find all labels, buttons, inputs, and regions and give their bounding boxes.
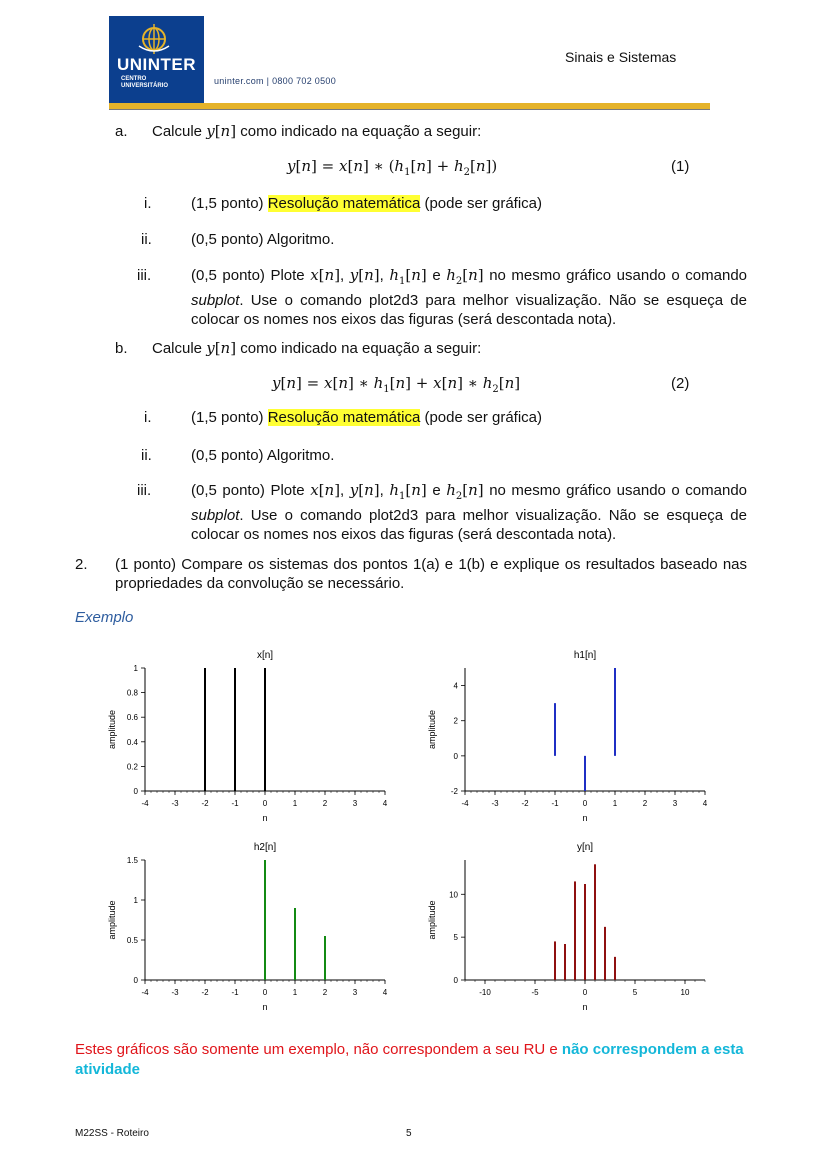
disclaimer-note xyxy=(75,1040,747,1080)
y-tick-label: 0 xyxy=(453,976,458,985)
x-tick-label: -3 xyxy=(171,988,179,997)
iii-subplot: subplot xyxy=(191,292,240,309)
x-tick-label: -1 xyxy=(551,799,559,808)
item-a-ii-label: ii. xyxy=(141,231,152,248)
y-tick-label: 0.4 xyxy=(126,737,138,747)
x-tick-label: 3 xyxy=(672,799,678,808)
example-heading: Exemplo xyxy=(75,609,134,626)
x-tick-label: 4 xyxy=(382,799,388,808)
math-y: y[n] xyxy=(206,122,237,140)
y-tick-label: 5 xyxy=(453,933,458,943)
logo-subtitle-line1: CENTRO xyxy=(121,76,147,82)
iii-b-and: e xyxy=(432,482,441,499)
x-tick-label: -4 xyxy=(461,799,469,808)
x-tick-label: 1 xyxy=(292,799,298,808)
x-tick-label: 1 xyxy=(612,799,618,808)
y-tick-label: 1 xyxy=(133,896,138,905)
x-tick-label: -3 xyxy=(171,799,179,808)
item-b-label: b. xyxy=(115,340,128,357)
item-a-iii-label: iii. xyxy=(137,267,152,284)
chart-title: h1[n] xyxy=(573,650,597,661)
x-axis-label: n xyxy=(262,1002,268,1012)
x-tick-label: -5 xyxy=(531,988,539,997)
iii-b-subplot: subplot xyxy=(191,507,240,524)
chart-title: y[n] xyxy=(576,842,594,853)
item-b-text-after: como indicado na equação a seguir: xyxy=(240,340,482,357)
iii-p1: (0,5 ponto) Plote xyxy=(191,267,305,284)
x-tick-label: -1 xyxy=(231,799,239,808)
x-tick-label: -1 xyxy=(231,988,239,997)
y-tick-label: 0.6 xyxy=(126,713,138,723)
y-tick-label: 10 xyxy=(449,890,458,900)
item-a-text-before: Calcule xyxy=(152,123,203,140)
item-a-ii-text: (0,5 ponto) Algoritmo. xyxy=(191,231,335,248)
x-tick-label: 2 xyxy=(322,799,328,808)
x-tick-label: 10 xyxy=(680,988,690,997)
x-tick-label: 2 xyxy=(642,799,648,808)
x-tick-label: 0 xyxy=(262,988,268,997)
x-tick-label: 0 xyxy=(262,799,268,808)
equation-1: y[n] = x[n] ∗ $(h_1[n] + h_2[n])$ xyxy=(287,157,498,178)
disclaimer-red: Estes gráficos são somente um exemplo, não correspondem a seu RU e xyxy=(75,1041,558,1058)
item-b-i-pre: (1,5 ponto) xyxy=(191,409,264,426)
y-tick-label: 0.5 xyxy=(126,936,138,945)
x-tick-label: 4 xyxy=(382,988,388,997)
item-b-ii-text: (0,5 ponto) Algoritmo. xyxy=(191,447,335,464)
math-y-b: y[n] xyxy=(206,339,237,357)
y-tick-label: 0 xyxy=(133,976,138,985)
iii-b-p1: (0,5 ponto) Plote xyxy=(191,482,305,499)
item-b-text-before: Calcule xyxy=(152,340,203,357)
y-axis-label: amplitude xyxy=(427,709,437,750)
iii-b-p2: no mesmo gráfico usando o comando xyxy=(489,482,748,499)
x-tick-label: -2 xyxy=(201,988,209,997)
item-b-iii-text: (0,5 ponto) Plote x[n], y[n], $h_1[n]$ e $h_2[n]$ no mesmo gráfico usando o comando subplot. Use o comando plot2d3 para melhor visualização. Não se esqueça de colocar os nomes nos eixos das figuras (será descontada nota). xyxy=(191,481,748,543)
y-tick-label: 1 xyxy=(133,664,138,673)
x-axis-label: n xyxy=(262,813,268,823)
x-tick-label: -2 xyxy=(521,799,529,808)
logo-name: UNINTER xyxy=(116,55,197,74)
x-tick-label: 0 xyxy=(582,799,588,808)
item-b-i-label: i. xyxy=(144,409,152,426)
item-a-text-after: como indicado na equação a seguir: xyxy=(240,123,482,140)
item-b-iii-label: iii. xyxy=(137,482,152,499)
y-axis-label: amplitude xyxy=(427,900,437,940)
x-axis-label: n xyxy=(582,813,588,823)
x-tick-label: -10 xyxy=(479,988,491,997)
iii-and: e xyxy=(432,267,441,284)
item-a-i-pre: (1,5 ponto) xyxy=(191,195,264,212)
y-tick-label: 1.5 xyxy=(126,856,138,865)
iii-p3: . Use o comando plot2d3 para melhor visualização. Não se esqueça de colocar os nomes nos eixos das figuras (será descontada nota). xyxy=(191,292,747,328)
y-tick-label: 2 xyxy=(453,716,458,726)
chart-title: x[n] xyxy=(256,650,274,661)
document-title: Sinais e Sistemas xyxy=(565,49,677,65)
contact-info: uninter.com | 0800 702 0500 xyxy=(214,76,337,86)
logo-subtitle-line2: UNIVERSITÁRIO xyxy=(121,83,169,89)
item-a-i-post: (pode ser gráfica) xyxy=(424,195,543,212)
x-tick-label: 5 xyxy=(632,988,638,997)
disclaimer-cyan: não correspondem a esta atividade xyxy=(75,1041,744,1078)
item-a-i-label: i. xyxy=(144,195,152,212)
x-tick-label: -4 xyxy=(141,799,149,808)
y-tick-label: 4 xyxy=(453,681,458,691)
footer-doc-code: M22SS - Roteiro xyxy=(75,1128,149,1139)
item-b-i-highlight: Resolução matemática xyxy=(267,409,421,426)
x-tick-label: 3 xyxy=(352,799,358,808)
x-tick-label: 1 xyxy=(292,988,298,997)
item-a-label: a. xyxy=(115,123,128,140)
y-axis-label: amplitude xyxy=(107,900,117,940)
x-axis-label: n xyxy=(582,1002,588,1012)
equation-2: y[n] = x[n] ∗ $h_1[n] + x[n]$ ∗ $h_2[n]$ xyxy=(272,374,521,395)
chart-title: h2[n] xyxy=(253,842,277,853)
item-2-text: (1 ponto) Compare os sistemas dos pontos 1(a) e 1(b) e explique os resultados baseado nas propriedades da convolução se necessário. xyxy=(115,556,747,592)
y-tick-label: 0.2 xyxy=(126,762,138,772)
x-tick-label: -2 xyxy=(201,799,209,808)
y-tick-label: -2 xyxy=(450,787,458,796)
y-axis-label: amplitude xyxy=(107,709,117,750)
item-b-i-post: (pode ser gráfica) xyxy=(424,409,543,426)
page-number: 5 xyxy=(406,1128,412,1139)
x-tick-label: 2 xyxy=(322,988,328,997)
item-a-iii-text: (0,5 ponto) Plote x[n], y[n], $h_1[n]$ e $h_2[n]$ no mesmo gráfico usando o comando subplot. Use o comando plot2d3 para melhor visualização. Não se esqueça de colocar os nomes nos eixos das figuras (será descontada nota). xyxy=(191,266,748,328)
item-b-ii-label: ii. xyxy=(141,447,152,464)
item-a-i-highlight: Resolução matemática xyxy=(267,195,421,212)
x-tick-label: -3 xyxy=(491,799,499,808)
item-2-label: 2. xyxy=(75,556,88,573)
iii-p2: no mesmo gráfico usando o comando xyxy=(489,267,748,284)
iii-b-p3: . Use o comando plot2d3 para melhor visualização. Não se esqueça de colocar os nomes nos eixos das figuras (será descontada nota). xyxy=(191,507,747,543)
y-tick-label: 0 xyxy=(453,751,458,761)
x-tick-label: -4 xyxy=(141,988,149,997)
y-tick-label: 0.8 xyxy=(126,688,138,698)
x-tick-label: 4 xyxy=(702,799,708,808)
equation-1-number: (1) xyxy=(671,158,690,175)
y-tick-label: 0 xyxy=(133,787,138,796)
x-tick-label: 0 xyxy=(582,988,588,997)
equation-2-number: (2) xyxy=(671,375,690,392)
x-tick-label: 3 xyxy=(352,988,358,997)
